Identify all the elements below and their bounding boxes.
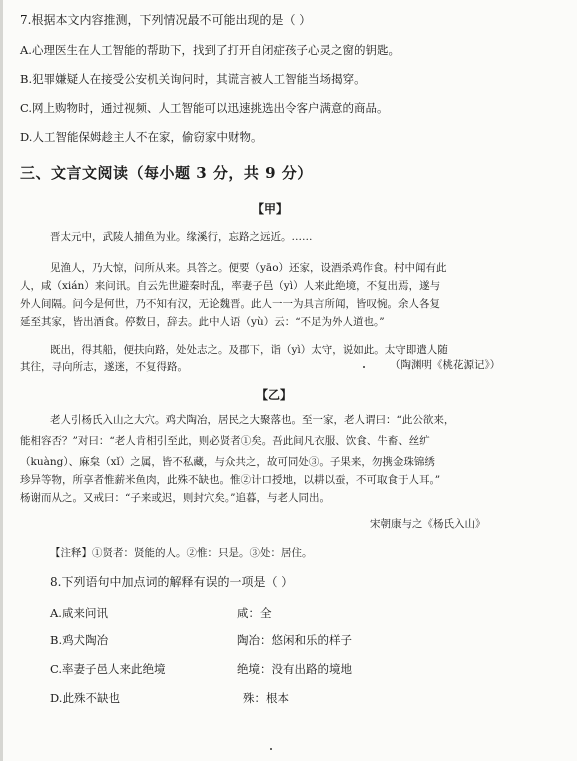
q8-stem: 8.下列语句中加点词的解释有误的一项是（ ）	[50, 575, 294, 589]
q8-option-c-gloss: 绝境：没有出路的境地	[237, 662, 352, 676]
jia-line-3: 人，咸（xián）来问讯。自云先世避秦时乱，率妻子邑（yì）人来此绝境，不复出焉，遂与	[20, 280, 441, 292]
jia-source: （陶渊明《桃花源记》）	[390, 359, 501, 371]
jia-line-5: 延至其家，皆出酒食。停数日，辞去。此中人语（yù）云：“不足为外人道也。”	[20, 316, 385, 328]
q8-option-c-text: C.率妻子邑人来此绝境	[50, 662, 166, 676]
jia-line-7: 其往，寻向所志，遂迷，不复得路。	[20, 361, 188, 373]
q7-option-a: A.心理医生在人工智能的帮助下，找到了打开自闭症孩子心灵之窗的钥匙。	[20, 43, 400, 57]
yi-line-1: 老人引杨氏入山之大穴。鸡犬陶冶，居民之大聚落也。至一家，老人谓曰：“此公欲来，	[50, 414, 455, 426]
yi-line-5: 杨谢而从之。又戒曰：“子来或迟，则封穴矣。”追暮，与老人同出。	[20, 492, 330, 504]
yi-source: 宋朝康与之《杨氏入山》	[370, 518, 486, 530]
scan-speck-bottom	[270, 748, 272, 750]
q8-option-a-text: A.咸来问讯	[50, 606, 108, 620]
yi-line-3: （kuàng）、麻枲（xǐ）之属，皆不私藏，与众共之，故可同处③。子果来，勿携金珠锦绣	[20, 456, 435, 468]
yi-line-2: 能相容否？”对曰：“老人肯相引至此，则必贤者①矣。吾此间凡衣服、饮食、牛畜、丝纩	[20, 435, 430, 447]
q7-option-c: C.网上购物时，通过视频、人工智能可以迅速挑选出令客户满意的商品。	[20, 101, 389, 115]
q8-option-b-gloss: 陶冶：悠闲和乐的样子	[237, 633, 352, 647]
scan-speck	[363, 366, 365, 368]
jia-line-6: 既出，得其船，便扶向路，处处志之。及郡下，诣（yì）太守，说如此。太守即遣人随	[50, 344, 448, 356]
jia-line-2: 见渔人，乃大惊，问所从来。具答之。便要（yāo）还家，设酒杀鸡作食。村中闻有此	[50, 262, 447, 274]
q8-option-d-text: D.此殊不缺也	[50, 691, 120, 705]
yi-line-4: 珍异等物，所享者惟薪米鱼肉，此殊不缺也。惟②计口授地，以耕以蚕，不可取食于人耳。”	[20, 474, 441, 486]
jia-line-1: 晋太元中，武陵人捕鱼为业。缘溪行，忘路之远近。……	[50, 231, 313, 243]
jia-line-4: 外人间隔。问今是何世，乃不知有汉，无论魏晋。此人一一为具言所闻，皆叹惋。余人各复	[20, 298, 440, 310]
q7-option-b: B.犯罪嫌疑人在接受公安机关询问时，其谎言被人工智能当场揭穿。	[20, 72, 366, 86]
q7-option-d: D.人工智能保姆趁主人不在家，偷窃家中财物。	[20, 130, 263, 144]
q8-option-b-text: B.鸡犬陶冶	[50, 633, 109, 647]
passage-jia-label: 【甲】	[252, 202, 289, 216]
section3-heading: 三、文言文阅读（每小题 3 分，共 9 分）	[20, 164, 313, 182]
q8-option-d-gloss: 殊：根本	[243, 691, 289, 705]
q8-option-a-gloss: 咸：全	[237, 606, 272, 620]
page-edge-shadow	[0, 0, 3, 761]
q7-stem: 7.根据本文内容推测，下列情况最不可能出现的是（ ）	[20, 13, 312, 27]
passage-yi-label: 【乙】	[256, 388, 293, 402]
annotation-note: 【注释】①贤者：贤能的人。②惟：只是。③处：居住。	[50, 547, 313, 559]
